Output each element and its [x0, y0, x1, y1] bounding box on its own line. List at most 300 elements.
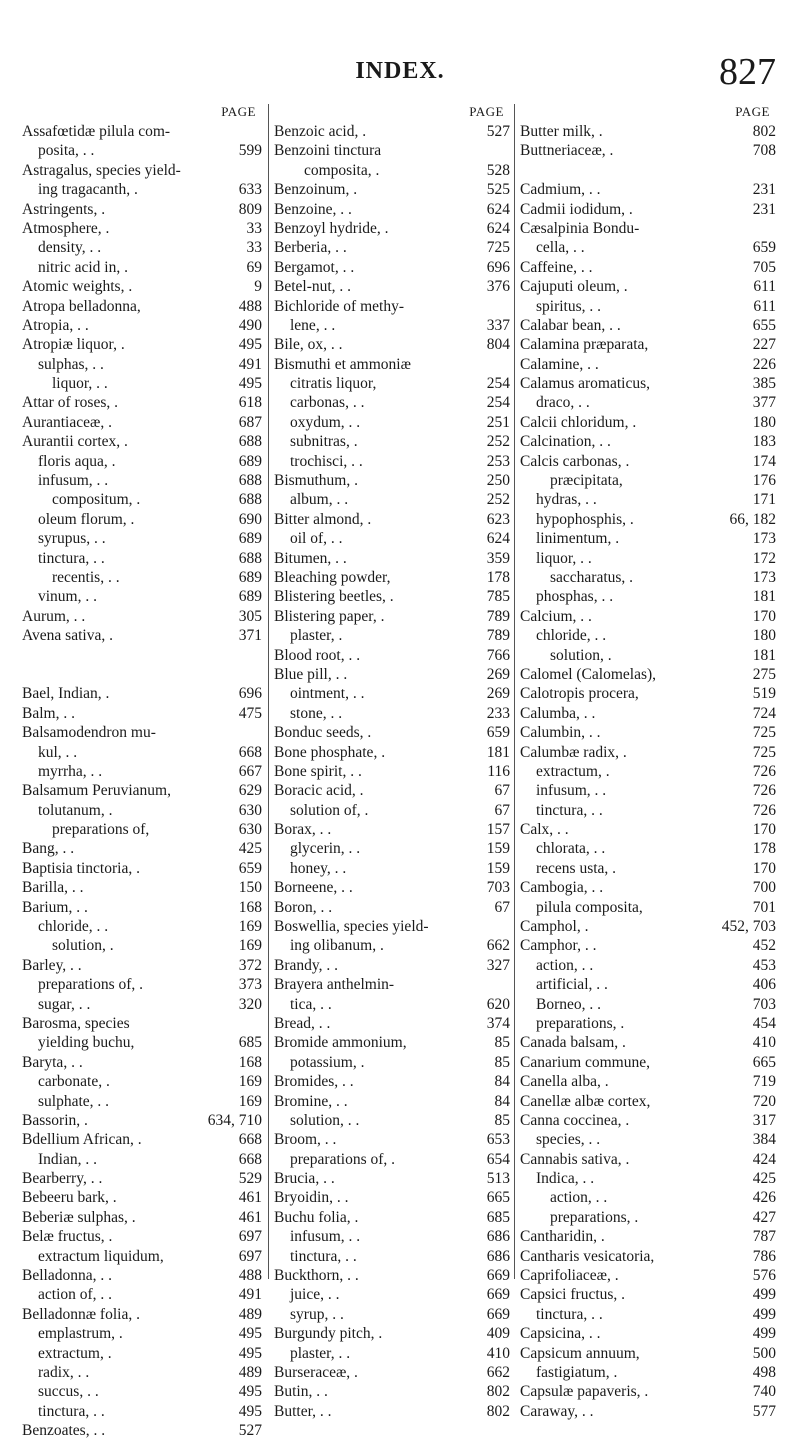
- index-entry: [22, 744, 262, 763]
- index-entry: [520, 588, 776, 607]
- entry-page: 766: [486, 646, 510, 664]
- entry-page: 629: [238, 782, 262, 800]
- entry-page: 623: [486, 510, 510, 528]
- entry-page: 688: [238, 491, 262, 509]
- index-entry: [520, 142, 776, 161]
- entry-term: cella, . .: [536, 239, 585, 257]
- index-entry: [274, 1403, 510, 1422]
- entry-page: 662: [486, 937, 510, 955]
- entry-term: myrrha, . .: [38, 762, 103, 780]
- entry-page: 809: [238, 200, 262, 218]
- index-entry: [520, 937, 776, 956]
- index-entry: [22, 705, 262, 724]
- entry-page: 689: [238, 530, 262, 548]
- entry-term: Bismuthum, .: [274, 472, 358, 490]
- entry-term: preparations of, .: [290, 1150, 396, 1168]
- entry-term: action, . .: [536, 956, 594, 974]
- entry-page: 85: [494, 1053, 510, 1071]
- index-entry: [22, 899, 262, 918]
- entry-term: Barosma, species: [22, 1014, 130, 1032]
- entry-page: 461: [238, 1208, 262, 1226]
- entry-page: 726: [752, 801, 776, 819]
- entry-term: Atropiæ liquor, .: [22, 336, 125, 354]
- entry-page: 659: [752, 239, 776, 257]
- index-entry: [520, 491, 776, 510]
- entry-page: 488: [238, 297, 262, 315]
- index-entry: [520, 782, 776, 801]
- entry-page: 495: [238, 1344, 262, 1362]
- index-entry: [274, 647, 510, 666]
- entry-page: 495: [238, 1383, 262, 1401]
- index-entry: [22, 123, 262, 142]
- index-entry: [22, 511, 262, 530]
- entry-term: Capsulæ papaveris, .: [520, 1383, 649, 1401]
- index-entry: [274, 1054, 510, 1073]
- entry-page: 180: [752, 413, 776, 431]
- entry-term: Bryoidin, . .: [274, 1189, 349, 1207]
- index-entry: [520, 453, 776, 472]
- entry-term: tinctura, . .: [38, 1402, 105, 1420]
- entry-page: 254: [486, 394, 510, 412]
- index-entry: [520, 162, 776, 181]
- entry-term: Borneene, . .: [274, 879, 353, 897]
- index-entry: [520, 414, 776, 433]
- entry-term: Cannabis sativa, .: [520, 1150, 630, 1168]
- entry-page: 725: [486, 239, 510, 257]
- entry-page: 33: [246, 219, 262, 237]
- entry-page: 452, 703: [721, 918, 776, 936]
- entry-term: extractum liquidum,: [38, 1247, 164, 1265]
- index-entry: [22, 840, 262, 859]
- entry-page: 269: [486, 665, 510, 683]
- entry-term: Aurantii cortex, .: [22, 433, 128, 451]
- entry-term: Blood root, . .: [274, 646, 361, 664]
- entry-page: 227: [752, 336, 776, 354]
- entry-term: linimentum, .: [536, 530, 620, 548]
- entry-page: 169: [238, 918, 262, 936]
- entry-page: 169: [238, 937, 262, 955]
- index-entry: [22, 472, 262, 491]
- entry-page: 410: [752, 1034, 776, 1052]
- entry-term: Atropa belladonna,: [22, 297, 141, 315]
- entry-term: syrup, . .: [290, 1305, 344, 1323]
- entry-term: composita, .: [304, 161, 380, 179]
- entry-term: density, . .: [38, 239, 102, 257]
- entry-term: Bromides, . .: [274, 1073, 354, 1091]
- entry-term: Indica, . .: [536, 1170, 595, 1188]
- index-entry: [274, 1131, 510, 1150]
- entry-page: 802: [752, 123, 776, 140]
- entry-term: Balsamodendron mu-: [22, 724, 156, 742]
- entry-term: nitric acid in, .: [38, 258, 128, 276]
- entry-page: 425: [238, 840, 262, 858]
- entry-term: Cadmium, . .: [520, 181, 601, 199]
- entry-page: 169: [238, 1092, 262, 1110]
- index-entry: [274, 996, 510, 1015]
- entry-term: oil of, . .: [290, 530, 343, 548]
- entry-page: 685: [238, 1034, 262, 1052]
- index-entry: [22, 588, 262, 607]
- entry-term: Atomic weights, .: [22, 278, 133, 296]
- entry-page: 373: [238, 976, 262, 994]
- entry-page: 9: [254, 278, 262, 296]
- index-entry: [520, 1364, 776, 1383]
- entry-page: 662: [486, 1364, 510, 1381]
- entry-term: posita, . .: [38, 142, 95, 160]
- entry-term: Buckthorn, . .: [274, 1267, 359, 1285]
- entry-page: 686: [486, 1247, 510, 1265]
- entry-page: 620: [486, 995, 510, 1013]
- entry-page: 85: [494, 1034, 510, 1052]
- entry-term: Barley, . .: [22, 956, 82, 974]
- index-entry: [22, 414, 262, 433]
- entry-page: 785: [486, 588, 510, 606]
- index-entry: [520, 705, 776, 724]
- index-entry: [22, 608, 262, 627]
- entry-page: 787: [752, 1228, 776, 1246]
- entry-term: Bearberry, . .: [22, 1170, 103, 1188]
- entry-term: preparations, .: [536, 1014, 625, 1032]
- index-entry: [274, 1364, 510, 1383]
- index-column-1: [22, 104, 262, 1442]
- entry-term: Benzoinum, .: [274, 181, 358, 199]
- entry-term: solution, . .: [290, 1111, 360, 1129]
- entry-page: 183: [752, 433, 776, 451]
- entry-term: Boron, . .: [274, 898, 333, 916]
- entry-term: Berberia, . .: [274, 239, 347, 257]
- entry-page: 686: [486, 1228, 510, 1246]
- index-entry: [274, 879, 510, 898]
- entry-term: extractum, .: [536, 762, 610, 780]
- entry-term: pilula composita,: [536, 898, 643, 916]
- entry-page: 789: [486, 627, 510, 645]
- index-entry: [520, 1209, 776, 1228]
- index-entry: [274, 453, 510, 472]
- entry-term: Blue pill, . .: [274, 665, 348, 683]
- index-entry: [22, 220, 262, 239]
- index-entry: [274, 356, 510, 375]
- entry-term: Indian, . .: [38, 1150, 97, 1168]
- entry-page: 669: [486, 1267, 510, 1285]
- index-entry: [22, 685, 262, 704]
- entry-term: Calotropis procera,: [520, 685, 639, 703]
- entry-term: Astragalus, species yield-: [22, 161, 181, 179]
- index-entry: [22, 996, 262, 1015]
- entry-term: Boracic acid, .: [274, 782, 364, 800]
- entry-term: Cambogia, . .: [520, 879, 604, 897]
- index-entry: [520, 899, 776, 918]
- index-entry: [22, 918, 262, 937]
- index-entry: [520, 1248, 776, 1267]
- entry-page: 655: [752, 316, 776, 334]
- index-entry: [274, 840, 510, 859]
- entry-term: Cæsalpinia Bondu-: [520, 219, 640, 237]
- entry-term: Atropia, . .: [22, 316, 89, 334]
- entry-page: 659: [486, 724, 510, 742]
- index-entry: [274, 239, 510, 258]
- entry-page: 689: [238, 588, 262, 606]
- index-entry: [520, 744, 776, 763]
- entry-page: 406: [752, 976, 776, 994]
- index-entry: [520, 472, 776, 491]
- entry-term: Bichloride of methy-: [274, 297, 404, 315]
- entry-page: 176: [752, 472, 776, 490]
- entry-term: artificial, . .: [536, 976, 608, 994]
- index-entry: [22, 1364, 262, 1383]
- entry-page: 157: [486, 821, 510, 839]
- entry-term: phosphas, . .: [536, 588, 614, 606]
- entry-term: ing olibanum, .: [290, 937, 384, 955]
- entry-term: preparations of,: [52, 821, 150, 839]
- entry-term: oleum florum, .: [38, 510, 135, 528]
- entry-term: Camphor, . .: [520, 937, 597, 955]
- entry-term: preparations, .: [550, 1208, 639, 1226]
- entry-term: action, . .: [550, 1189, 608, 1207]
- index-entry: [22, 453, 262, 472]
- entry-page: 67: [494, 801, 510, 819]
- entry-page: 181: [486, 743, 510, 761]
- entry-page: 275: [752, 665, 776, 683]
- entry-page: 500: [752, 1344, 776, 1362]
- entry-page: 667: [238, 762, 262, 780]
- index-entry: [22, 278, 262, 297]
- index-entry: [22, 142, 262, 161]
- index-column-3: [520, 104, 776, 1422]
- entry-term: Calcis carbonas, .: [520, 452, 630, 470]
- entry-term: Bile, ox, . .: [274, 336, 343, 354]
- entry-term: Bdellium African, .: [22, 1131, 142, 1149]
- entry-page: 426: [752, 1189, 776, 1207]
- index-entry: [274, 802, 510, 821]
- entry-page: 726: [752, 762, 776, 780]
- entry-term: Benzoine, . .: [274, 200, 352, 218]
- index-entry: [520, 666, 776, 685]
- page-column-label: PAGE: [735, 104, 770, 119]
- entry-term: Calx, . .: [520, 821, 569, 839]
- index-entry: [274, 1345, 510, 1364]
- entry-term: Brayera anthelmin-: [274, 976, 395, 994]
- entry-page: 475: [238, 704, 262, 722]
- entry-term: tolutanum, .: [38, 801, 113, 819]
- entry-page: 231: [752, 181, 776, 199]
- index-entry: [520, 957, 776, 976]
- entry-term: præcipitata,: [550, 472, 623, 490]
- entry-page: 495: [238, 375, 262, 393]
- index-entry: [274, 976, 510, 995]
- entry-page: 719: [752, 1073, 776, 1091]
- entry-page: 725: [752, 743, 776, 761]
- entry-page: 499: [752, 1305, 776, 1323]
- entry-page: 489: [238, 1305, 262, 1323]
- entry-page: 168: [238, 1053, 262, 1071]
- index-entry: [22, 239, 262, 258]
- entry-page: 519: [752, 685, 776, 703]
- entry-page: 528: [486, 161, 510, 179]
- entry-page: 633: [238, 181, 262, 199]
- entry-page: 624: [486, 219, 510, 237]
- index-entry: [520, 1034, 776, 1053]
- entry-term: Barium, . .: [22, 898, 88, 916]
- index-entry: [22, 1034, 262, 1053]
- entry-page: 696: [486, 258, 510, 276]
- entry-term: Betel-nut, . .: [274, 278, 352, 296]
- index-entry: [520, 1228, 776, 1247]
- entry-page: 802: [486, 1383, 510, 1401]
- index-entry: [520, 860, 776, 879]
- index-entry: [22, 433, 262, 452]
- index-entry: [520, 278, 776, 297]
- entry-page: 669: [486, 1286, 510, 1304]
- entry-term: infusum, . .: [536, 782, 607, 800]
- index-entry: [520, 647, 776, 666]
- entry-page: 67: [494, 898, 510, 916]
- entry-term: plaster, .: [290, 627, 343, 645]
- index-entry: [520, 394, 776, 413]
- entry-term: ointment, . .: [290, 685, 365, 703]
- index-entry: [520, 201, 776, 220]
- column-divider: [514, 104, 515, 1279]
- index-entry: [274, 1306, 510, 1325]
- entry-term: Butin, . .: [274, 1383, 328, 1401]
- entry-term: Astringents, .: [22, 200, 106, 218]
- entry-term: recentis, . .: [52, 568, 120, 586]
- index-entry: [274, 1073, 510, 1092]
- entry-term: Barilla, . .: [22, 879, 84, 897]
- entry-term: draco, . .: [536, 394, 590, 412]
- entry-term: Brandy, . .: [274, 956, 338, 974]
- entry-page: 618: [238, 394, 262, 412]
- entry-page: 720: [752, 1092, 776, 1110]
- index-entry: [22, 976, 262, 995]
- index-entry: [520, 685, 776, 704]
- index-entry: [520, 1286, 776, 1305]
- entry-page: 688: [238, 472, 262, 490]
- entry-term: stone, . .: [290, 704, 343, 722]
- entry-term: emplastrum, .: [38, 1325, 123, 1343]
- entry-page: 665: [752, 1053, 776, 1071]
- entry-term: glycerin, . .: [290, 840, 361, 858]
- entry-term: kul, . .: [38, 743, 78, 761]
- entry-page: 703: [486, 879, 510, 897]
- index-entry: [22, 821, 262, 840]
- index-entry: [22, 1306, 262, 1325]
- entry-term: Bergamot, . .: [274, 258, 355, 276]
- page-title: INDEX.: [355, 58, 445, 84]
- entry-term: syrupus, . .: [38, 530, 106, 548]
- page-header: [0, 0, 800, 93]
- entry-term: Canada balsam, .: [520, 1034, 626, 1052]
- entry-page: 700: [752, 879, 776, 897]
- index-entry: [274, 1189, 510, 1208]
- entry-term: Baptisia tinctoria, .: [22, 859, 140, 877]
- entry-term: Buttneriaceæ, .: [520, 142, 614, 160]
- index-entry: [520, 1151, 776, 1170]
- entry-term: Bromine, . .: [274, 1092, 348, 1110]
- entry-term: vinum, . .: [38, 588, 97, 606]
- index-entry: [520, 821, 776, 840]
- index-entry: [22, 162, 262, 181]
- entry-term: Benzoic acid, .: [274, 123, 367, 140]
- index-entry: [520, 298, 776, 317]
- index-entry: [520, 627, 776, 646]
- index-entry: [520, 1267, 776, 1286]
- entry-page: 669: [486, 1305, 510, 1323]
- index-entry: [520, 1189, 776, 1208]
- entry-page: 385: [752, 375, 776, 393]
- entry-page: 251: [486, 413, 510, 431]
- index-entry: [22, 356, 262, 375]
- index-entry: [22, 647, 262, 666]
- entry-page: 69: [246, 258, 262, 276]
- entry-page: 498: [752, 1364, 776, 1381]
- index-entry: [22, 1248, 262, 1267]
- entry-term: Beberiæ sulphas, .: [22, 1208, 136, 1226]
- entry-term: tinctura, . .: [290, 1247, 357, 1265]
- entry-term: Burseraceæ, .: [274, 1364, 358, 1381]
- entry-term: Butter milk, .: [520, 123, 603, 140]
- entry-page: 409: [486, 1325, 510, 1343]
- entry-term: subnitras, .: [290, 433, 358, 451]
- index-entry: [274, 724, 510, 743]
- entry-term: solution, .: [52, 937, 114, 955]
- entry-term: Avena sativa, .: [22, 627, 113, 645]
- index-entry: [274, 782, 510, 801]
- index-entry: [520, 1093, 776, 1112]
- entry-page: 689: [238, 452, 262, 470]
- entry-page: 453: [752, 956, 776, 974]
- index-entry: [22, 1151, 262, 1170]
- index-entry: [520, 336, 776, 355]
- entry-term: Calabar bean, . .: [520, 316, 621, 334]
- index-entry: [22, 1112, 262, 1131]
- entry-term: Bebeeru bark, .: [22, 1189, 117, 1207]
- index-entry: [520, 1345, 776, 1364]
- index-entry: [520, 550, 776, 569]
- entry-page: 384: [752, 1131, 776, 1149]
- index-entry: [274, 1286, 510, 1305]
- entry-term: Calcii chloridum, .: [520, 413, 637, 431]
- entry-term: hydras, . .: [536, 491, 597, 509]
- entry-page: 374: [486, 1014, 510, 1032]
- entry-term: species, . .: [536, 1131, 601, 1149]
- index-entry: [274, 375, 510, 394]
- index-entry: [22, 879, 262, 898]
- index-entry: [274, 899, 510, 918]
- index-entry: [22, 1228, 262, 1247]
- entry-term: saccharatus, .: [550, 568, 634, 586]
- entry-page: 427: [752, 1208, 776, 1226]
- entry-page: 701: [752, 898, 776, 916]
- entry-page: 491: [238, 1286, 262, 1304]
- entry-term: Aurum, . .: [22, 607, 86, 625]
- entry-term: infusum, . .: [38, 472, 109, 490]
- column-divider: [268, 104, 269, 1279]
- index-entry: [520, 802, 776, 821]
- index-entry: [22, 1403, 262, 1422]
- index-entry: [520, 1073, 776, 1092]
- entry-term: chloride, . .: [38, 918, 109, 936]
- entry-page: 688: [238, 433, 262, 451]
- index-entry: [520, 530, 776, 549]
- entry-page: 611: [753, 278, 776, 296]
- index-entry: [274, 918, 510, 937]
- index-entry: [520, 996, 776, 1015]
- index-entry: [274, 763, 510, 782]
- index-entry: [274, 317, 510, 336]
- index-entry: [520, 1325, 776, 1344]
- index-entry: [274, 1267, 510, 1286]
- index-entry: [22, 1267, 262, 1286]
